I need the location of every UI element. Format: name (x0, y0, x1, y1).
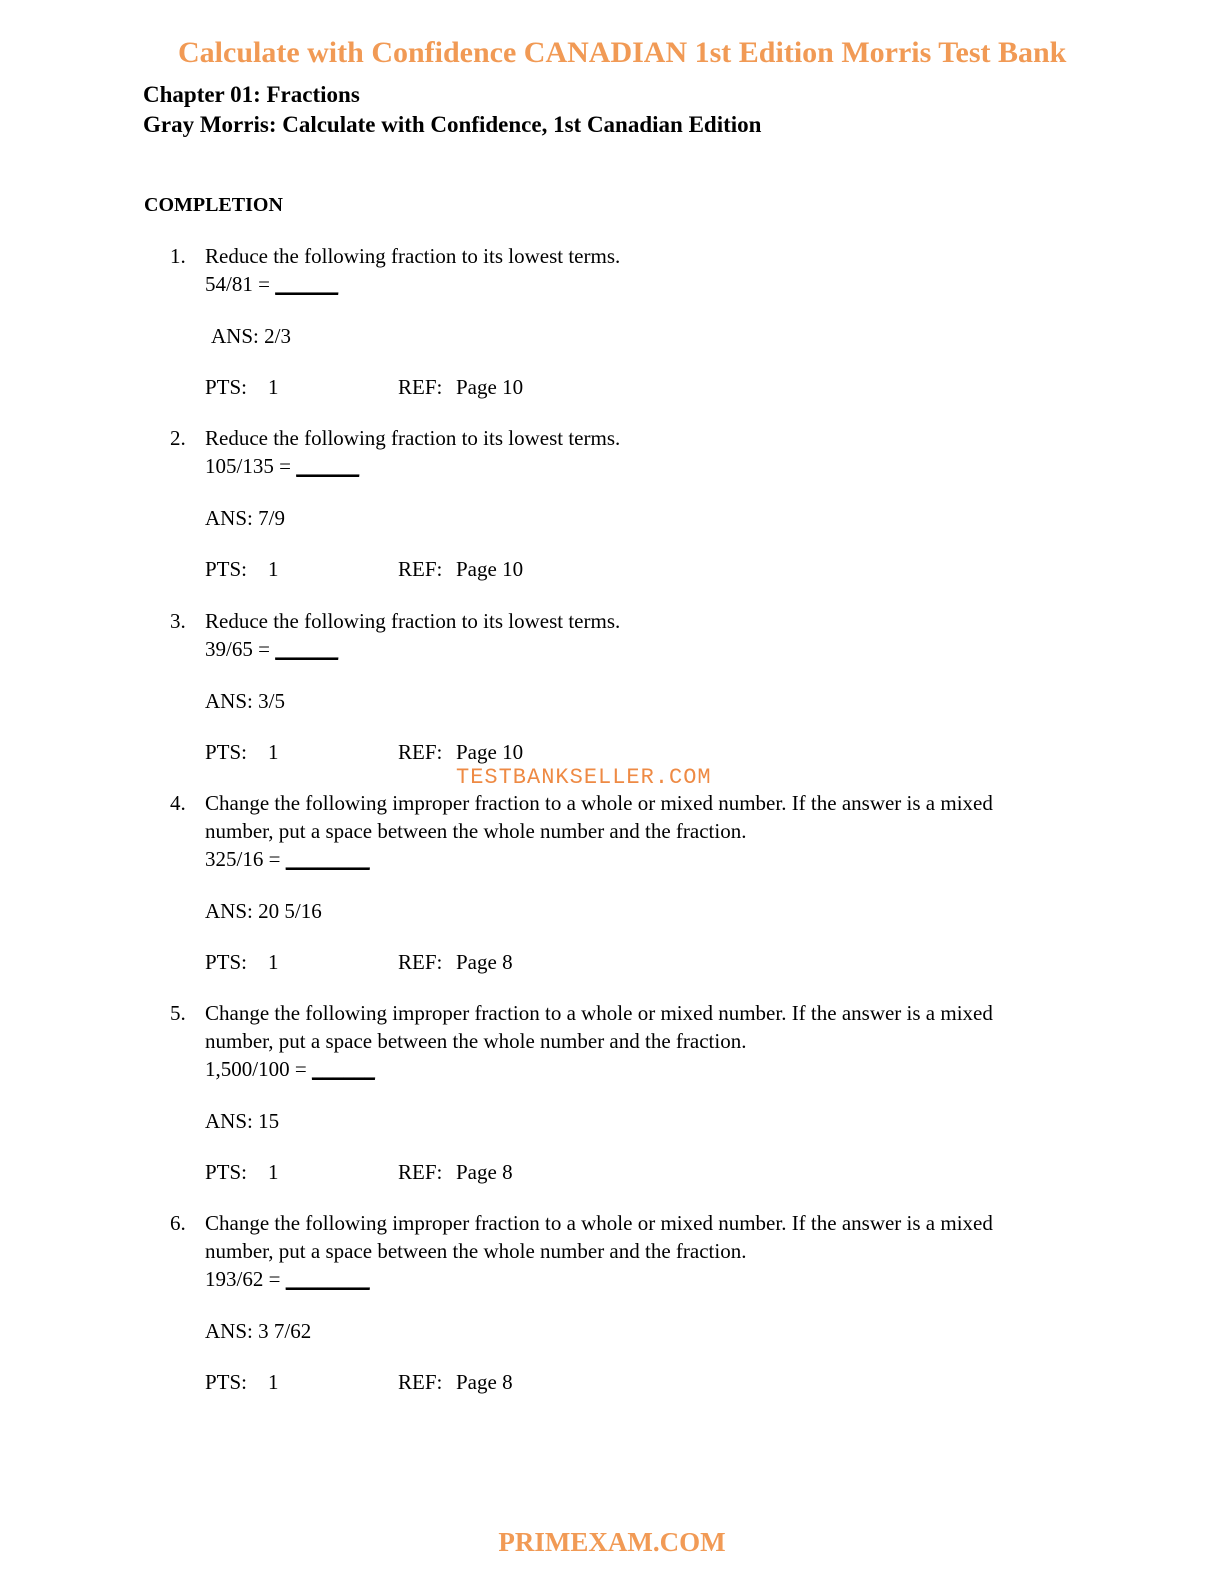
answer-value: 15 (258, 1109, 280, 1133)
answer (211, 325, 291, 348)
points-label: PTS: (205, 950, 248, 974)
expression-text: 1,500/100 = (205, 1057, 312, 1081)
points-value: 1 (268, 1370, 279, 1394)
answer-label: ANS: (211, 324, 259, 348)
answer-blank: ______ (296, 454, 360, 478)
points-label: PTS: (205, 557, 248, 581)
reference-value: Page 8 (456, 950, 513, 974)
watermark: TESTBANKSELLER.COM (456, 765, 712, 790)
expression-text: 105/135 = (205, 454, 297, 478)
expression-text: 39/65 = (205, 637, 276, 661)
answer-blank: ________ (285, 847, 370, 871)
question-number: 1. (170, 244, 186, 268)
answer (205, 1320, 311, 1343)
answer-label: ANS: (205, 899, 253, 923)
question-text: number, put a space between the whole number and the fraction. (205, 1239, 747, 1263)
question-text: Reduce the following fraction to its lowest terms. (205, 609, 621, 633)
answer (205, 507, 285, 530)
points-value: 1 (268, 950, 279, 974)
reference-value: Page 8 (456, 1370, 513, 1394)
answer-blank: ______ (275, 272, 339, 296)
question-text: number, put a space between the whole number and the fraction. (205, 1029, 747, 1053)
answer-value: 20 5/16 (258, 899, 322, 923)
points-value: 1 (268, 740, 279, 764)
question-expression (205, 848, 370, 871)
points-value: 1 (268, 1160, 279, 1184)
reference-label: REF: (398, 740, 443, 764)
answer (205, 1110, 279, 1133)
reference-label: REF: (398, 375, 443, 399)
points-value: 1 (268, 557, 279, 581)
question-text: Change the following improper fraction to a whole or mixed number. If the answer is a mixed (205, 791, 993, 815)
reference-value: Page 10 (456, 375, 524, 399)
reference-value: Page 10 (456, 740, 524, 764)
question-expression (205, 1268, 370, 1291)
question-text: number, put a space between the whole number and the fraction. (205, 819, 747, 843)
question-number: 2. (170, 426, 186, 450)
expression-text: 54/81 = (205, 272, 276, 296)
book-title: Gray Morris: Calculate with Confidence, 1st Canadian Edition (143, 112, 762, 137)
answer-label: ANS: (205, 506, 253, 530)
answer-blank: ______ (275, 637, 339, 661)
question-number: 6. (170, 1211, 186, 1235)
question-expression (205, 455, 359, 478)
footer-link[interactable]: PRIMEXAM.COM (498, 1527, 726, 1557)
question-text: Change the following improper fraction to a whole or mixed number. If the answer is a mixed (205, 1211, 993, 1235)
points-label: PTS: (205, 375, 248, 399)
answer-label: ANS: (205, 1319, 253, 1343)
reference-label: REF: (398, 1160, 443, 1184)
points-label: PTS: (205, 1370, 248, 1394)
answer (205, 900, 322, 923)
question-expression (205, 638, 338, 661)
section-heading: COMPLETION (144, 194, 283, 216)
reference-label: REF: (398, 557, 443, 581)
question-expression (205, 273, 338, 296)
question-number: 5. (170, 1001, 186, 1025)
reference-label: REF: (398, 1370, 443, 1394)
points-value: 1 (268, 375, 279, 399)
answer-value: 3 7/62 (258, 1319, 312, 1343)
points-label: PTS: (205, 1160, 248, 1184)
question-expression (205, 1058, 375, 1081)
reference-value: Page 8 (456, 1160, 513, 1184)
points-label: PTS: (205, 740, 248, 764)
expression-text: 193/62 = (205, 1267, 286, 1291)
question-number: 3. (170, 609, 186, 633)
question-text: Reduce the following fraction to its lowest terms. (205, 244, 621, 268)
answer-value: 2/3 (264, 324, 291, 348)
reference-label: REF: (398, 950, 443, 974)
question-number: 4. (170, 791, 186, 815)
expression-text: 325/16 = (205, 847, 286, 871)
question-text: Change the following improper fraction to a whole or mixed number. If the answer is a mixed (205, 1001, 993, 1025)
answer-label: ANS: (205, 1109, 253, 1133)
answer-blank: ________ (285, 1267, 370, 1291)
reference-value: Page 10 (456, 557, 524, 581)
answer-label: ANS: (205, 689, 253, 713)
answer (205, 690, 285, 713)
chapter-title: Chapter 01: Fractions (143, 82, 360, 107)
answer-blank: ______ (311, 1057, 375, 1081)
answer-value: 3/5 (258, 689, 285, 713)
document-header-title: Calculate with Confidence CANADIAN 1st Edition Morris Test Bank (178, 36, 1067, 69)
question-text: Reduce the following fraction to its lowest terms. (205, 426, 621, 450)
answer-value: 7/9 (258, 506, 285, 530)
